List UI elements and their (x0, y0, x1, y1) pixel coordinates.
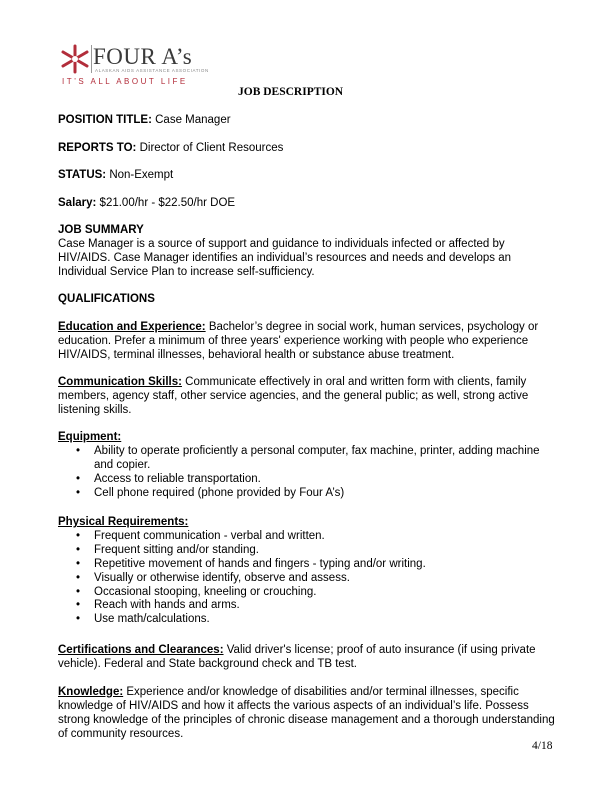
salary-value: $21.00/hr - $22.50/hr DOE (96, 197, 236, 209)
certifications-text: Valid driver's license; proof of auto insurance (if using private vehicle). Federal and State background check and TB test. (58, 644, 536, 670)
physical-requirements-section (58, 516, 558, 627)
physical-list (58, 530, 558, 627)
job-summary-heading: JOB SUMMARY (58, 224, 144, 236)
list-item: • Reach with hands and arms. (76, 599, 240, 612)
salary-line (58, 197, 558, 211)
page-number: 4/18 (532, 740, 553, 752)
status-label: STATUS: (58, 169, 107, 181)
position-label: POSITION TITLE: (58, 114, 152, 126)
list-item: • Occasional stooping, kneeling or crouching. (76, 585, 317, 598)
bullet-icon: • (76, 571, 81, 584)
status-value: Non-Exempt (106, 169, 174, 181)
list-item: • Use math/calculations. (76, 613, 210, 626)
job-summary-text: Case Manager is a source of support and guidance to individuals infected or affected by HIV/AIDS. Case Manager identifies an individual’s resources and needs and develops an Individual Service Plan to increase self-sufficiency. (58, 237, 512, 278)
reports-to-line (58, 142, 558, 156)
star-logo-icon (60, 44, 90, 74)
position-title-line (58, 114, 558, 128)
certifications-section (58, 644, 558, 672)
certifications-heading: Certifications and Clearances: (58, 644, 224, 656)
bullet-icon: • (76, 585, 81, 598)
status-line (58, 169, 558, 183)
document-heading: JOB DESCRIPTION (238, 86, 344, 98)
knowledge-section (58, 686, 558, 742)
list-item: • Frequent sitting and/or standing. (76, 543, 259, 556)
education-section (58, 321, 558, 363)
position-value: Case Manager (151, 114, 231, 126)
qualifications-heading: QUALIFICATIONS (58, 293, 155, 305)
knowledge-heading: Knowledge: (58, 686, 124, 698)
education-heading: Education and Experience: (58, 321, 206, 333)
list-item: • Visually or otherwise identify, observe and assess. (76, 571, 350, 584)
salary-label: Salary: (58, 197, 97, 209)
communication-text: Communicate effectively in oral and written form with clients, family members, agency staff, other service agencies, and the general public; as well, strong active listening skills. (58, 376, 529, 416)
job-summary-section (58, 224, 558, 280)
bullet-icon: • (76, 444, 81, 457)
list-item: • Frequent communication - verbal and written. (76, 529, 325, 542)
list-item: • Cell phone required (phone provided by Four A’s) (76, 486, 345, 499)
logo-divider (91, 45, 92, 73)
logo-tagline: IT’S ALL ABOUT LIFE (62, 77, 188, 86)
education-text: Bachelor’s degree in social work, human services, psychology or education. Prefer a minimum of three years' experience working with people who experience HIV/AIDS, terminal illnesses, behavioral health or substance abuse treatment. (58, 321, 539, 361)
equipment-section (58, 431, 558, 501)
logo-subtitle: ALASKAN AIDS ASSISTANCE ASSOCIATION (95, 68, 209, 73)
bullet-icon: • (76, 613, 81, 626)
communication-heading: Communication Skills: (58, 376, 182, 388)
reports-label: REPORTS TO: (58, 142, 137, 154)
list-item: • Ability to operate proficiently a personal computer, fax machine, printer, adding machine and copier. (76, 444, 540, 471)
bullet-icon: • (76, 486, 81, 499)
communication-section (58, 376, 558, 418)
equipment-heading: Equipment: (58, 431, 122, 443)
bullet-icon: • (76, 543, 81, 556)
bullet-icon: • (76, 472, 81, 485)
bullet-icon: • (76, 529, 81, 542)
equipment-list (58, 445, 558, 501)
list-item: • Access to reliable transportation. (76, 472, 261, 485)
bullet-icon: • (76, 557, 81, 570)
logo-brand: FOUR A’s (93, 44, 193, 69)
list-item: • Repetitive movement of hands and fingers - typing and/or writing. (76, 557, 426, 570)
physical-heading: Physical Requirements: (58, 516, 189, 528)
reports-value: Director of Client Resources (136, 142, 284, 154)
knowledge-text: Experience and/or knowledge of disabilities and/or terminal illnesses, specific knowledge of HIV/AIDS and how it affects the various aspects of an individual’s life. Possess strong knowledge of the principles of chronic disease management and a thorough understanding of community resources. (58, 686, 555, 740)
bullet-icon: • (76, 599, 81, 612)
